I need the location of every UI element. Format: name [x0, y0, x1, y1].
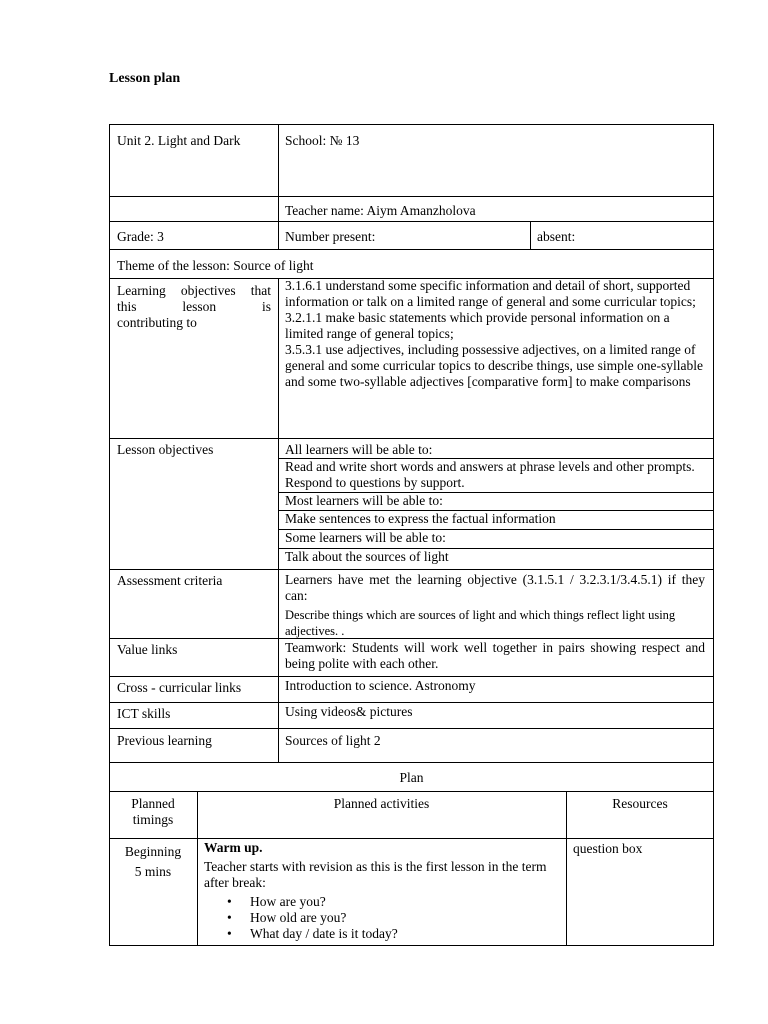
- resources-header: Resources: [612, 796, 668, 811]
- warm-up-questions: [204, 894, 559, 942]
- planned-activities-header: Planned activities: [333, 796, 430, 811]
- previous-learning-text: Sources of light 2: [285, 733, 381, 748]
- most-learners-heading: Most learners will be able to:: [285, 493, 443, 508]
- warm-up-heading: Warm up.: [204, 840, 263, 855]
- warm-up-intro: Teacher starts with revision as this is the first lesson in the term after break:: [204, 859, 547, 890]
- resources-text: question box: [573, 841, 643, 856]
- value-links-text: Teamwork: Students will work well together in pairs showing respect and being polite with each other.: [285, 640, 705, 671]
- most-learners-text: Make sentences to express the factual information: [285, 511, 556, 526]
- cross-curricular-label: Cross - curricular links: [117, 680, 242, 695]
- all-learners-text: Read and write short words and answers at phrase levels and other prompts. Respond to questions by support.: [285, 459, 695, 490]
- lesson-theme: Theme of the lesson: Source of light: [117, 258, 314, 273]
- number-present-label: Number present:: [285, 229, 376, 244]
- timing-duration: 5 mins: [134, 864, 172, 879]
- unit-label: Unit 2. Light and Dark: [117, 133, 241, 148]
- planned-timings-header: Planned timings: [131, 796, 175, 827]
- school-label: School: № 13: [285, 133, 360, 148]
- list-item: • How old are you?: [204, 910, 559, 926]
- some-learners-heading: Some learners will be able to:: [285, 530, 446, 545]
- assessment-criteria-text: Learners have met the learning objective (3.1.5.1 / 3.2.3.1/3.4.5.1) if they can:: [285, 572, 705, 603]
- cross-curricular-text: Introduction to science. Astronomy: [285, 678, 476, 693]
- assessment-criteria-detail: Describe things which are sources of light and which things reflect light using adjectives. .: [285, 608, 676, 638]
- previous-learning-label: Previous learning: [117, 733, 212, 748]
- plan-title: Plan: [399, 770, 424, 785]
- lesson-objectives-label: Lesson objectives: [117, 442, 214, 457]
- learning-objectives-label: Learning objectives that this lesson is contributing to: [117, 283, 271, 330]
- timing-stage: Beginning: [124, 844, 182, 859]
- document-title: Lesson plan: [109, 71, 181, 86]
- ict-skills-label: ICT skills: [117, 706, 171, 721]
- list-item: • How are you?: [204, 894, 559, 910]
- grade-label: Grade: 3: [117, 229, 164, 244]
- value-links-label: Value links: [117, 642, 178, 657]
- some-learners-text: Talk about the sources of light: [285, 549, 449, 564]
- ict-skills-text: Using videos& pictures: [285, 704, 413, 719]
- assessment-criteria-label: Assessment criteria: [117, 573, 223, 588]
- learning-objectives-text: 3.1.6.1 understand some specific information and detail of short, supported information or talk on a limited range of general and some curricular topics; 3.2.1.1 make basic statements which provide personal information on a limited range of general topics; 3.5.3.1 use adjectives, including possessive adjectives, on a limited range of general and some curricular topics to describe things, use simple one-syllable and some two-syllable adjectives [comparative form] to make comparisons: [285, 278, 703, 389]
- absent-label: absent:: [537, 229, 576, 244]
- all-learners-heading: All learners will be able to:: [285, 442, 433, 457]
- list-item: • What day / date is it today?: [204, 926, 559, 942]
- teacher-name: Teacher name: Aiym Amanzholova: [285, 203, 476, 218]
